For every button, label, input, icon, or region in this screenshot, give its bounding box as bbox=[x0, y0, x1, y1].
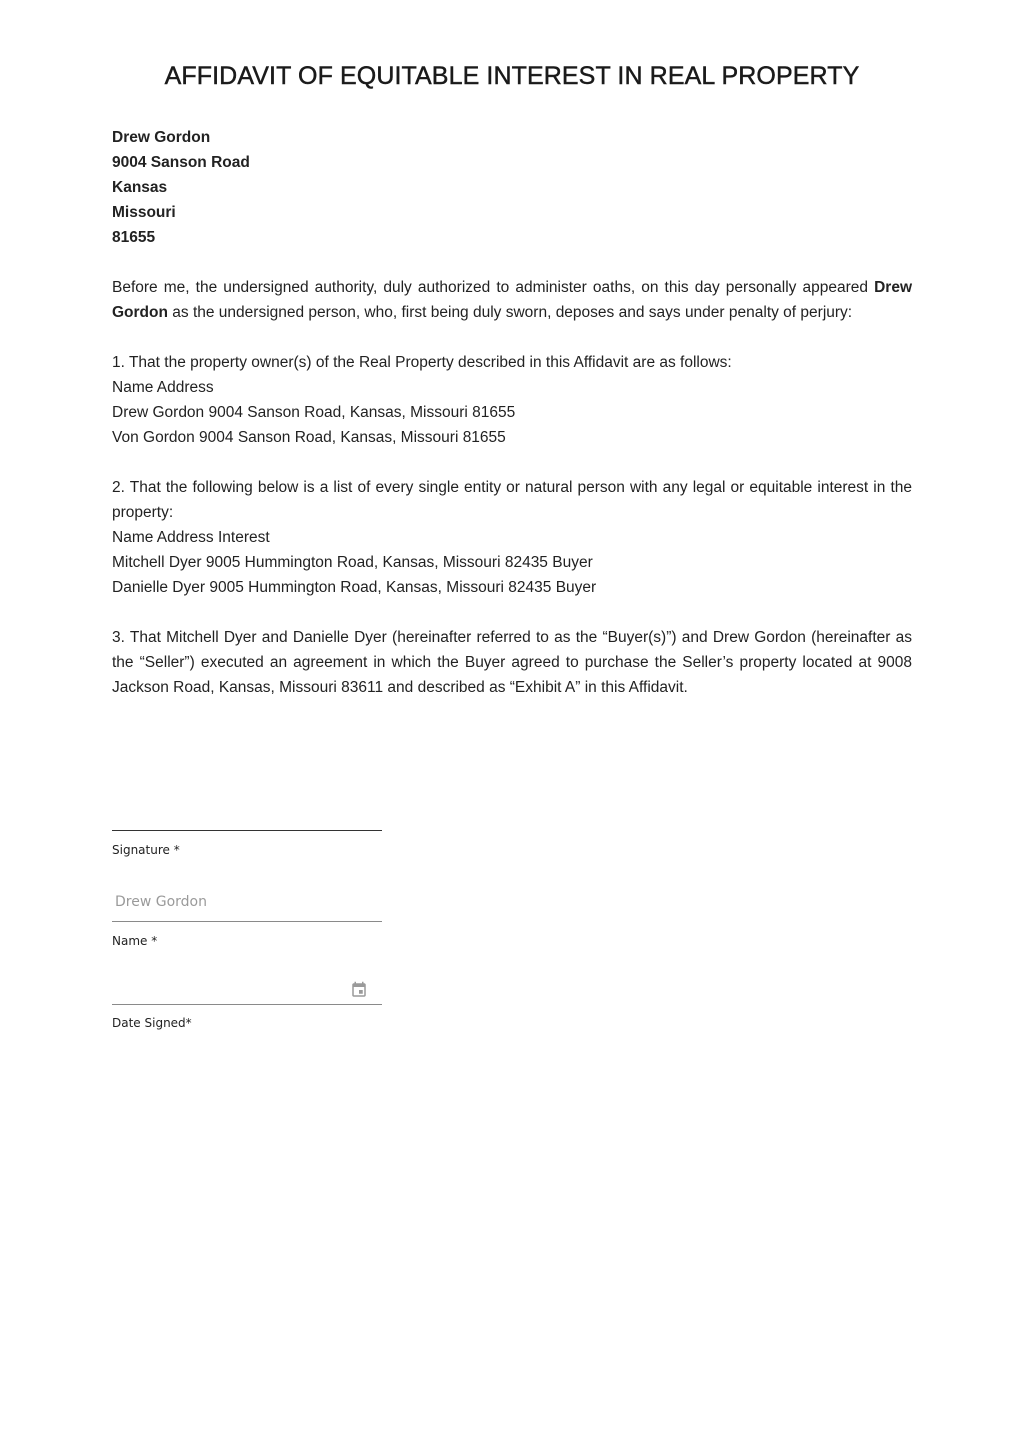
interest-row: Danielle Dyer 9005 Hummington Road, Kansas, Missouri 82435 Buyer bbox=[112, 579, 597, 596]
intro-paragraph bbox=[112, 275, 912, 325]
section-1-heading: 1. That the property owner(s) of the Real Property described in this Affidavit are as follows: bbox=[112, 354, 732, 371]
intro-text-before: Before me, the undersigned authority, duly authorized to administer oaths, on this day personally appeared bbox=[112, 279, 875, 296]
section-2-columns: Name Address Interest bbox=[112, 529, 270, 546]
section-interests bbox=[112, 475, 912, 600]
section-3-paragraph: 3. That Mitchell Dyer and Danielle Dyer (hereinafter referred to as the “Buyer(s)”) and Drew Gordon (hereinafter as the “Seller”) executed an agreement in which the Buyer agreed to purchase the Seller’s property located at 9008 Jackson Road, Kansas, Missouri 83611 and described as “Exhibit A” in this Affidavit. bbox=[112, 629, 912, 696]
affiant-street: 9004 Sanson Road bbox=[112, 154, 250, 171]
signature-label: Signature * bbox=[112, 843, 180, 857]
affiant-state: Missouri bbox=[112, 204, 176, 221]
intro-affiant-name: Drew Gordon bbox=[112, 279, 912, 321]
owner-row: Drew Gordon 9004 Sanson Road, Kansas, Missouri 81655 bbox=[112, 404, 516, 421]
intro-text-after: as the undersigned person, who, first being duly sworn, deposes and says under penalty of perjury: bbox=[167, 304, 853, 321]
date-signed-input[interactable] bbox=[112, 973, 342, 1003]
affiant-name: Drew Gordon bbox=[112, 129, 211, 146]
document-body bbox=[112, 125, 912, 700]
interest-row: Mitchell Dyer 9005 Hummington Road, Kansas, Missouri 82435 Buyer bbox=[112, 554, 593, 571]
affiant-city: Kansas bbox=[112, 179, 168, 196]
section-2-heading: 2. That the following below is a list of every single entity or natural person with any legal or equitable interest in the property: bbox=[112, 479, 912, 521]
date-underline bbox=[112, 1004, 382, 1005]
calendar-icon[interactable] bbox=[350, 981, 368, 999]
section-owners bbox=[112, 350, 912, 450]
owner-row: Von Gordon 9004 Sanson Road, Kansas, Missouri 81655 bbox=[112, 429, 506, 446]
name-underline bbox=[112, 921, 382, 922]
name-input[interactable] bbox=[112, 887, 382, 917]
signature-form bbox=[112, 830, 382, 1040]
signature-field[interactable] bbox=[112, 830, 382, 832]
affiant-address-block bbox=[112, 125, 912, 250]
affiant-zip: 81655 bbox=[112, 229, 156, 246]
date-signed-label: Date Signed* bbox=[112, 1016, 192, 1030]
name-label: Name * bbox=[112, 934, 158, 948]
section-1-columns: Name Address bbox=[112, 379, 214, 396]
document-title: AFFIDAVIT OF EQUITABLE INTEREST IN REAL PROPERTY bbox=[164, 62, 860, 90]
